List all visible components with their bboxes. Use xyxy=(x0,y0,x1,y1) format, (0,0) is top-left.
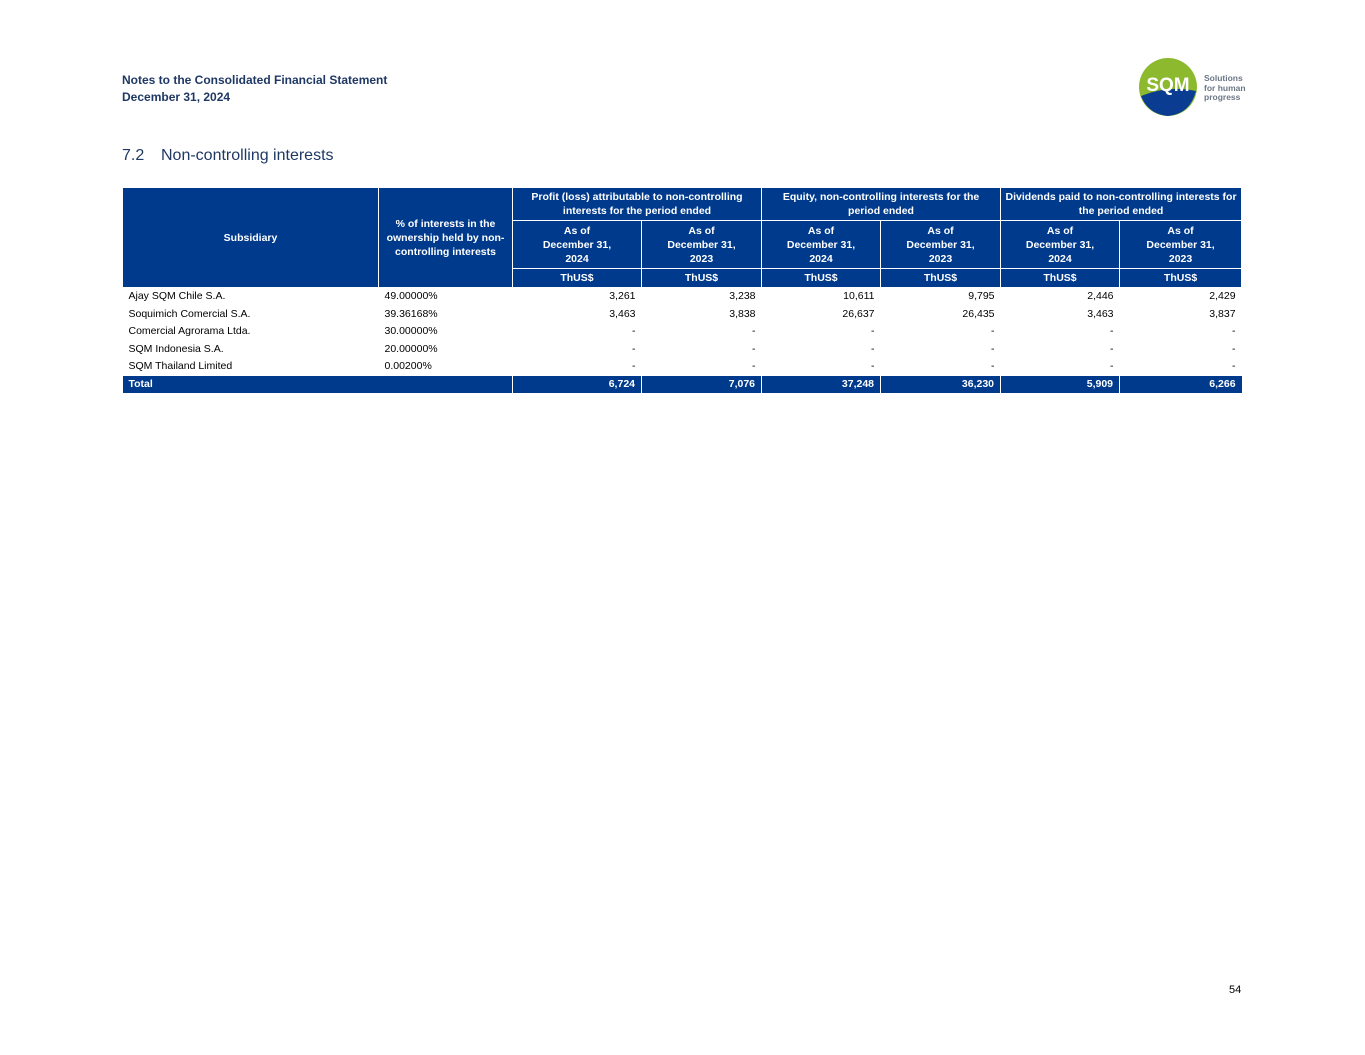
header-period: As of December 31, 2023 xyxy=(881,221,1001,269)
table-row xyxy=(123,358,1242,376)
table-cell: - xyxy=(752,342,756,355)
table-cell: - xyxy=(871,325,875,337)
table-row xyxy=(123,288,1242,306)
table-cell: 3,837 xyxy=(1209,307,1236,320)
table-row xyxy=(123,323,1242,341)
ownership-percent: 0.00200% xyxy=(384,360,432,372)
table-cell: - xyxy=(991,342,995,355)
header-group-profit: Profit (loss) attributable to non-controlling interests for the period ended xyxy=(513,188,762,221)
header-group-dividends: Dividends paid to non-controlling interests for the period ended xyxy=(1001,188,1242,221)
logo-tagline-line: Solutions xyxy=(1204,73,1243,83)
table-cell: 3,838 xyxy=(729,307,756,320)
table-cell: - xyxy=(871,342,875,355)
table-cell: - xyxy=(991,360,995,372)
header-subsidiary: Subsidiary xyxy=(123,188,379,288)
table-cell: - xyxy=(1232,342,1236,355)
header-unit: ThUS$ xyxy=(1001,269,1120,288)
ownership-percent: 30.00000% xyxy=(384,325,438,337)
section-number: 7.2 xyxy=(122,147,145,164)
header-percent-ownership: % of interests in the ownership held by non-controlling interests xyxy=(379,188,513,288)
logo-text: SQM xyxy=(1146,75,1190,96)
subsidiary-name: Comercial Agrorama Ltda. xyxy=(128,325,251,337)
subsidiary-name: Soquimich Comercial S.A. xyxy=(128,307,251,320)
page-number: 54 xyxy=(1229,984,1242,996)
non-controlling-interests-table xyxy=(122,187,1242,393)
total-cell: 36,230 xyxy=(881,376,1001,394)
table-cell: - xyxy=(752,325,756,337)
table-cell: 26,435 xyxy=(962,307,995,320)
logo-tagline xyxy=(1204,74,1246,103)
ownership-percent: 49.00000% xyxy=(384,290,438,302)
header-unit: ThUS$ xyxy=(642,269,762,288)
section-heading xyxy=(122,147,334,165)
subsidiary-name: Ajay SQM Chile S.A. xyxy=(128,290,226,302)
header-unit: ThUS$ xyxy=(881,269,1001,288)
total-cell: 37,248 xyxy=(762,376,881,394)
ownership-percent: 39.36168% xyxy=(384,307,438,320)
header-group-equity: Equity, non-controlling interests for the period ended xyxy=(762,188,1001,221)
ownership-percent: 20.00000% xyxy=(384,342,438,355)
table-cell: - xyxy=(632,360,636,372)
header-unit: ThUS$ xyxy=(513,269,642,288)
table-cell: - xyxy=(632,342,636,355)
header-unit: ThUS$ xyxy=(762,269,881,288)
total-cell: 6,724 xyxy=(513,376,642,394)
document-header xyxy=(122,72,387,106)
total-cell: 7,076 xyxy=(642,376,762,394)
table-cell: 3,238 xyxy=(729,290,756,302)
logo-tagline-line: progress xyxy=(1204,92,1241,102)
logo-tagline-line: for human xyxy=(1204,82,1246,93)
table-row xyxy=(123,306,1242,324)
table-cell: - xyxy=(1232,360,1236,372)
header-period: As of December 31, 2023 xyxy=(1120,221,1242,269)
table-cell: - xyxy=(1110,325,1114,337)
header-period: As of December 31, 2024 xyxy=(762,221,881,269)
table-cell: 3,463 xyxy=(1087,307,1114,320)
table-cell: 26,637 xyxy=(842,307,875,320)
total-row xyxy=(123,376,1242,394)
header-title: Notes to the Consolidated Financial Statement xyxy=(122,73,388,87)
table-row xyxy=(123,341,1242,359)
table-cell: 10,611 xyxy=(843,290,875,302)
total-label: Total xyxy=(123,376,513,394)
table-cell: 9,795 xyxy=(968,290,995,302)
sqm-logo xyxy=(1138,58,1253,118)
section-title: Non-controlling interests xyxy=(161,147,334,164)
header-period: As of December 31, 2024 xyxy=(513,221,642,269)
table-cell: 2,429 xyxy=(1209,290,1236,302)
table-cell: - xyxy=(871,360,875,372)
header-period: As of December 31, 2024 xyxy=(1001,221,1120,269)
table-cell: - xyxy=(1110,360,1114,372)
header-period: As of December 31, 2023 xyxy=(642,221,762,269)
header-unit: ThUS$ xyxy=(1120,269,1242,288)
table-cell: - xyxy=(752,360,756,372)
table-cell: 3,261 xyxy=(609,290,636,302)
header-date: December 31, 2024 xyxy=(122,90,231,104)
table-cell: - xyxy=(991,325,995,337)
sqm-logo-icon xyxy=(1138,58,1200,118)
total-cell: 5,909 xyxy=(1001,376,1120,394)
table-cell: - xyxy=(1232,325,1236,337)
table-cell: - xyxy=(1110,342,1114,355)
table-cell: 2,446 xyxy=(1087,290,1114,302)
table-cell: 3,463 xyxy=(609,307,636,320)
total-cell: 6,266 xyxy=(1120,376,1242,394)
table-cell: - xyxy=(632,325,636,337)
subsidiary-name: SQM Indonesia S.A. xyxy=(128,342,224,355)
subsidiary-name: SQM Thailand Limited xyxy=(128,360,233,372)
